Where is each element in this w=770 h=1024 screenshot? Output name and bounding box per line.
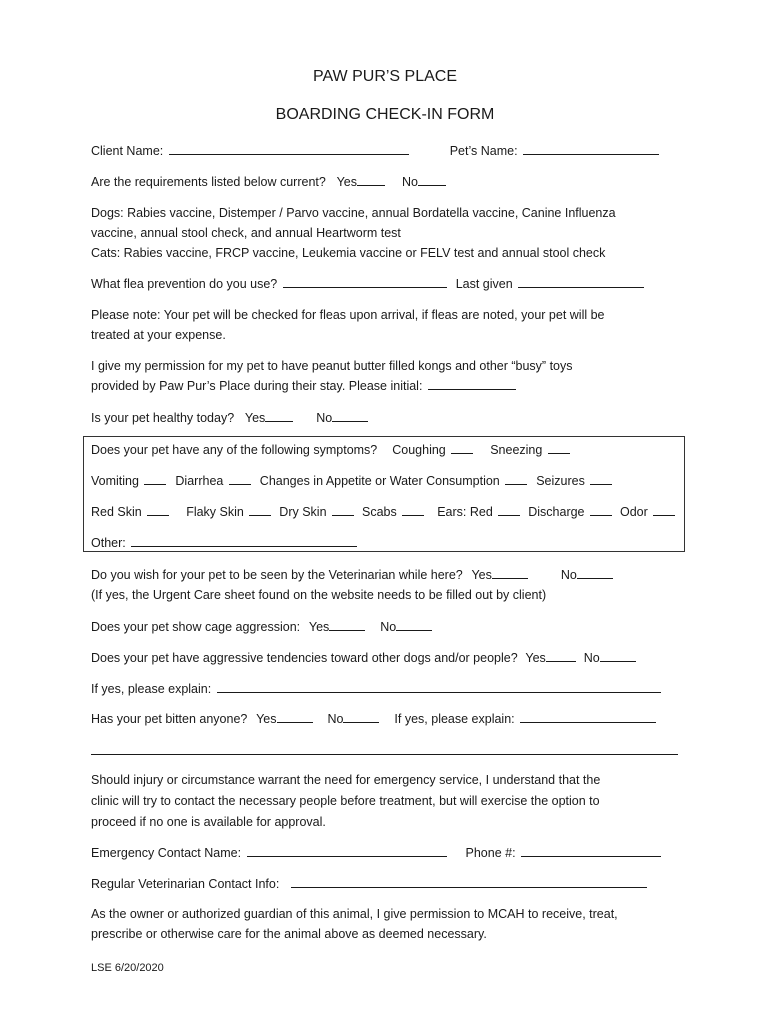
vomiting-field[interactable]: [144, 472, 166, 485]
cage-yes-label: Yes: [308, 620, 330, 634]
red-skin-label: Red Skin: [91, 505, 142, 519]
permission-line2: provided by Paw Pur’s Place during their stay. Please initial:: [91, 379, 423, 393]
cage-aggression-row: [91, 617, 432, 637]
emergency-contact-label: Emergency Contact Name:: [91, 846, 242, 860]
aggressive-yes-field[interactable]: [546, 649, 576, 662]
bitten-question: Has your pet bitten anyone?: [91, 712, 248, 726]
explain-row: [91, 679, 661, 699]
requirements-no-field[interactable]: [418, 173, 446, 186]
pet-name-field[interactable]: [523, 142, 659, 155]
form-subtitle: BOARDING CHECK-IN FORM: [275, 106, 495, 123]
initial-field[interactable]: [428, 377, 516, 390]
permission-row: [91, 376, 516, 396]
seizures-label: Seizures: [536, 474, 585, 488]
healthy-yes-label: Yes: [244, 411, 266, 425]
client-name-field[interactable]: [169, 142, 409, 155]
phone-label: Phone #:: [465, 846, 516, 860]
symptoms-row1: [91, 440, 570, 460]
aggressive-yes-label: Yes: [525, 651, 546, 665]
scabs-field[interactable]: [402, 503, 424, 516]
appetite-field[interactable]: [505, 472, 527, 485]
consent-line1: As the owner or authorized guardian of this animal, I give permission to MCAH to receive, treat,: [91, 907, 618, 921]
emergency-para-line1: Should injury or circumstance warrant the need for emergency service, I understand that the: [91, 773, 601, 787]
emergency-contact-field[interactable]: [247, 844, 447, 857]
ears-red-label: Ears: Red: [437, 505, 493, 519]
red-skin-field[interactable]: [147, 503, 169, 516]
healthy-row: [91, 408, 368, 428]
vet-seen-no-label: No: [560, 568, 577, 582]
vet-seen-yes-label: Yes: [471, 568, 492, 582]
flaky-skin-field[interactable]: [249, 503, 271, 516]
odor-label: Odor: [619, 505, 648, 519]
discharge-label: Discharge: [528, 505, 585, 519]
sneezing-label: Sneezing: [490, 443, 543, 457]
healthy-no-field[interactable]: [332, 409, 368, 422]
requirements-row: [91, 172, 446, 192]
regular-vet-row: [91, 874, 647, 894]
requirements-no-label: No: [401, 175, 418, 189]
vet-seen-question: Do you wish for your pet to be seen by the Veterinarian while here?: [91, 568, 463, 582]
explain-label: If yes, please explain:: [91, 682, 212, 696]
requirements-yes-label: Yes: [336, 175, 357, 189]
other-symptoms-field[interactable]: [131, 534, 357, 547]
dogs-requirements-line2: vaccine, annual stool check, and annual Heartworm test: [91, 226, 401, 240]
emergency-para-line3: proceed if no one is available for approval.: [91, 815, 326, 829]
vet-seen-no-field[interactable]: [577, 566, 613, 579]
vet-seen-yes-field[interactable]: [492, 566, 528, 579]
emergency-contact-row: [91, 843, 661, 863]
pet-name-label: Pet’s Name:: [449, 144, 518, 158]
requirements-question: Are the requirements listed below current?: [91, 175, 326, 189]
flea-question: What flea prevention do you use?: [91, 277, 278, 291]
bitten-explain-field[interactable]: [520, 710, 656, 723]
flea-note-line2: treated at your expense.: [91, 328, 226, 342]
diarrhea-label: Diarrhea: [175, 474, 224, 488]
phone-field[interactable]: [521, 844, 661, 857]
other-symptoms-label: Other:: [91, 536, 126, 550]
symptoms-row4: [91, 533, 357, 553]
flea-row: [91, 274, 644, 294]
appetite-label: Changes in Appetite or Water Consumption: [259, 474, 500, 488]
bitten-explain-continuation-field[interactable]: [91, 754, 678, 755]
aggressive-row: [91, 648, 636, 668]
seizures-field[interactable]: [590, 472, 612, 485]
symptoms-question: Does your pet have any of the following symptoms?: [91, 443, 378, 457]
coughing-field[interactable]: [451, 441, 473, 454]
bitten-row: [91, 709, 656, 729]
scabs-label: Scabs: [361, 505, 397, 519]
bitten-no-field[interactable]: [343, 710, 379, 723]
permission-line1: I give my permission for my pet to have peanut butter filled kongs and other “busy” toys: [91, 359, 573, 373]
flea-note-line1: Please note: Your pet will be checked for fleas upon arrival, if fleas are noted, your pet will be: [91, 308, 605, 322]
symptoms-row3: [91, 502, 675, 522]
cage-aggression-question: Does your pet show cage aggression:: [91, 620, 301, 634]
vomiting-label: Vomiting: [91, 474, 139, 488]
form-version-code: LSE 6/20/2020: [91, 962, 164, 974]
bitten-yes-field[interactable]: [277, 710, 313, 723]
healthy-no-label: No: [316, 411, 333, 425]
cage-no-field[interactable]: [396, 618, 432, 631]
client-name-label: Client Name:: [91, 144, 164, 158]
sneezing-field[interactable]: [548, 441, 570, 454]
vet-seen-row: [91, 565, 613, 585]
healthy-question: Is your pet healthy today?: [91, 411, 235, 425]
bitten-no-label: No: [327, 712, 344, 726]
form-title: PAW PUR’S PLACE: [312, 68, 458, 85]
flea-prevention-field[interactable]: [283, 275, 447, 288]
client-name-row: [91, 141, 659, 161]
cage-yes-field[interactable]: [329, 618, 365, 631]
discharge-field[interactable]: [590, 503, 612, 516]
dry-skin-label: Dry Skin: [279, 505, 327, 519]
cats-requirements: Cats: Rabies vaccine, FRCP vaccine, Leukemia vaccine or FELV test and annual stool check: [91, 246, 606, 260]
aggressive-no-label: No: [583, 651, 600, 665]
urgent-care-note: (If yes, the Urgent Care sheet found on the website needs to be filled out by client): [91, 588, 547, 602]
explain-field[interactable]: [217, 680, 661, 693]
symptoms-row2: [91, 471, 612, 491]
dogs-requirements-line1: Dogs: Rabies vaccine, Distemper / Parvo vaccine, annual Bordatella vaccine, Canine Influenza: [91, 206, 616, 220]
aggressive-question: Does your pet have aggressive tendencies toward other dogs and/or people?: [91, 651, 518, 665]
last-given-label: Last given: [455, 277, 513, 291]
bitten-explain-label: If yes, please explain:: [394, 712, 515, 726]
cage-no-label: No: [380, 620, 397, 634]
requirements-yes-field[interactable]: [357, 173, 385, 186]
aggressive-no-field[interactable]: [600, 649, 636, 662]
healthy-yes-field[interactable]: [265, 409, 293, 422]
diarrhea-field[interactable]: [229, 472, 251, 485]
dry-skin-field[interactable]: [332, 503, 354, 516]
regular-vet-label: Regular Veterinarian Contact Info:: [91, 877, 280, 891]
last-given-field[interactable]: [518, 275, 644, 288]
flaky-skin-label: Flaky Skin: [186, 505, 244, 519]
odor-field[interactable]: [653, 503, 675, 516]
bitten-yes-label: Yes: [256, 712, 277, 726]
ears-red-field[interactable]: [498, 503, 520, 516]
emergency-para-line2: clinic will try to contact the necessary people before treatment, but will exercise the option to: [91, 794, 600, 808]
consent-line2: prescribe or otherwise care for the animal above as deemed necessary.: [91, 927, 487, 941]
regular-vet-field[interactable]: [291, 875, 647, 888]
coughing-label: Coughing: [392, 443, 446, 457]
